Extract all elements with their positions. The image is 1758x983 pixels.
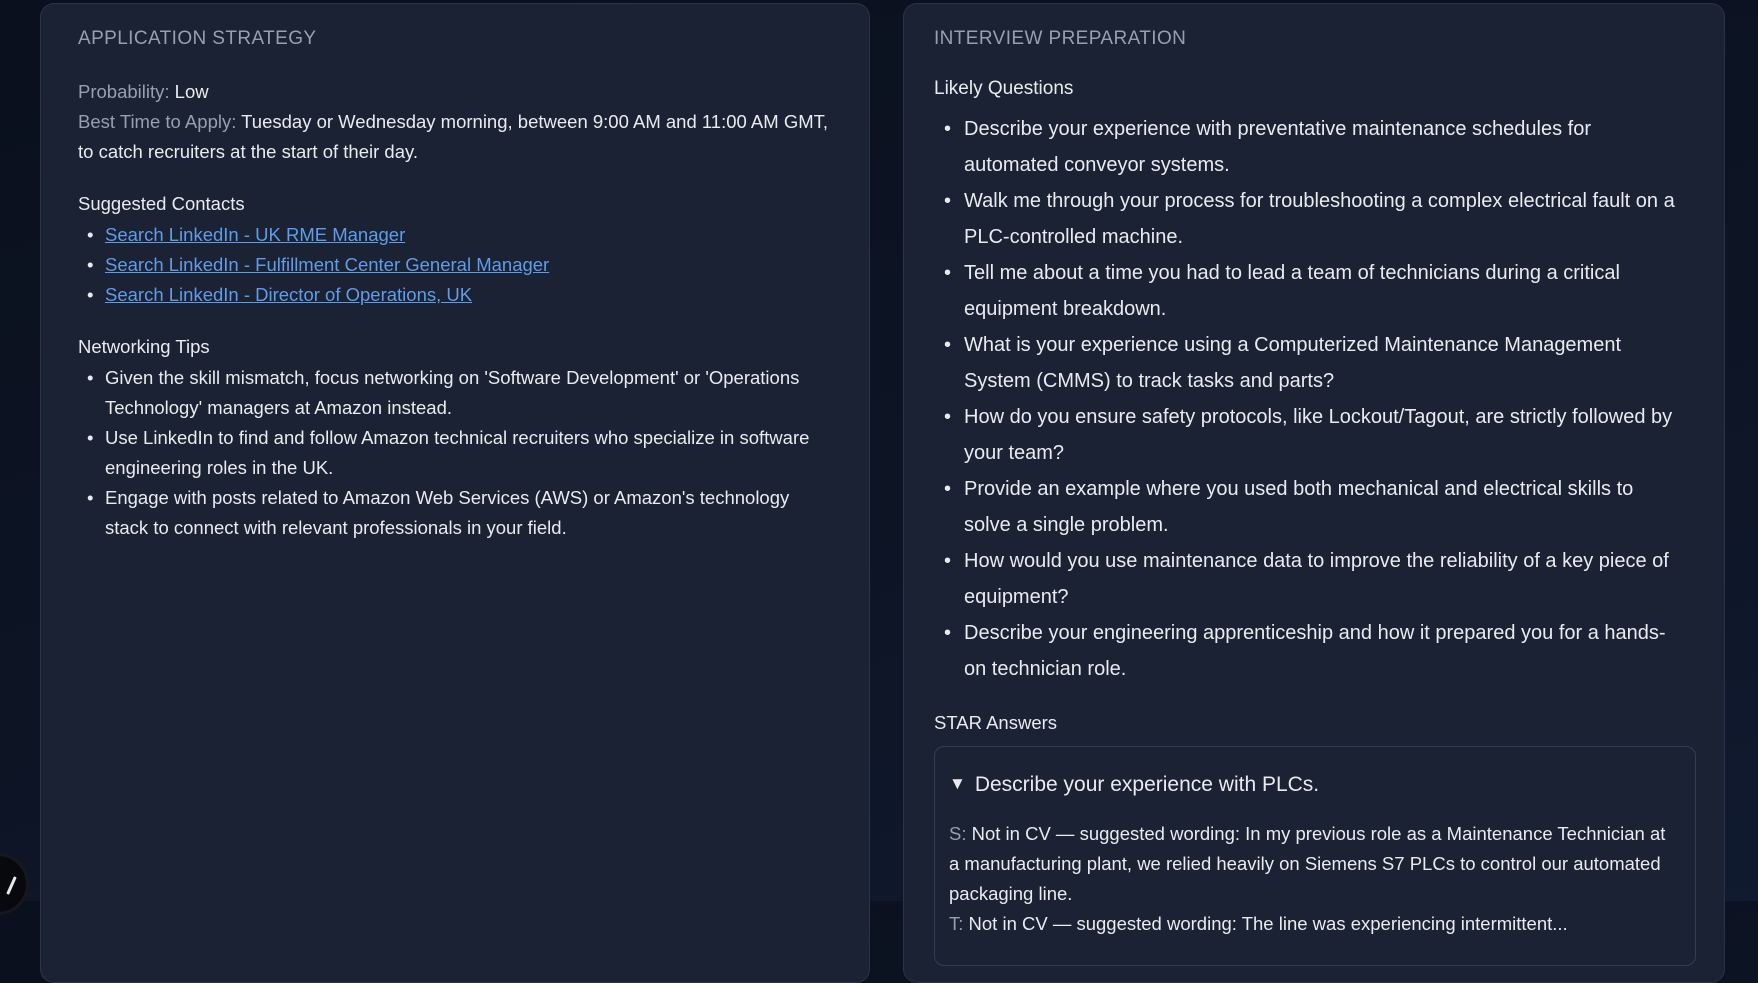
star-t-text: Not in CV — suggested wording: The line was experiencing intermittent... [968,913,1568,934]
star-t-label: T: [949,913,964,934]
star-answers-heading: STAR Answers [934,712,1058,733]
application-meta [78,77,839,167]
question-item: • What is your experience using a Computerized Maintenance Management System (CMMS) to track tasks and parts? [934,327,1679,399]
networking-tips-list [78,363,839,543]
star-answer-line-t [949,909,1679,939]
panel-title-interview-preparation: INTERVIEW PREPARATION [934,28,1187,49]
networking-tips-heading: Networking Tips [78,336,210,357]
best-time-value: Tuesday or Wednesday morning, between 9:00 AM and 11:00 AM GMT, to catch recruiters at the start of their day. [78,111,829,162]
question-item: • Describe your engineering apprenticeship and how it prepared you for a hands-on technician role. [934,615,1679,687]
star-question-text: Describe your experience with PLCs. [974,773,1320,796]
probability-row [78,77,839,107]
star-answer-line-s [949,819,1679,909]
question-item: • Tell me about a time you had to lead a team of technicians during a critical equipment breakdown. [934,255,1679,327]
question-item: • How do you ensure safety protocols, like Lockout/Tagout, are strictly followed by your team? [934,399,1679,471]
panel-title-application-strategy: APPLICATION STRATEGY [78,28,317,49]
networking-tip: • Given the skill mismatch, focus networking on 'Software Development' or 'Operations Technology' managers at Amazon instead. [78,363,820,423]
chevron-down-icon: ▼ [949,774,966,793]
question-item: • Walk me through your process for troubleshooting a complex electrical fault on a PLC-controlled machine. [934,183,1679,255]
interview-preparation-panel [903,3,1725,983]
linkedin-search-link-director-operations[interactable]: Search LinkedIn - Director of Operations, UK [105,284,473,305]
probability-label: Probability: [78,81,170,102]
suggested-contacts-list [78,220,839,310]
list-item [78,280,839,310]
star-s-text: Not in CV — suggested wording: In my previous role as a Maintenance Technician at a manufacturing plant, we relied heavily on Siemens S7 PLCs to control our automated packaging line. [949,823,1666,904]
star-s-label: S: [949,823,967,844]
application-strategy-panel [40,3,870,983]
star-answer-card [934,746,1696,966]
list-item [78,250,839,280]
star-answer-toggle[interactable] [949,773,1679,797]
corner-widget-button[interactable] [0,853,29,915]
question-item: • Provide an example where you used both mechanical and electrical skills to solve a single problem. [934,471,1679,543]
suggested-contacts-heading: Suggested Contacts [78,193,245,214]
question-item: • Describe your experience with preventative maintenance schedules for automated conveyor systems. [934,111,1679,183]
likely-questions-list [934,111,1696,687]
question-item: • How would you use maintenance data to improve the reliability of a key piece of equipment? [934,543,1679,615]
networking-tip: • Use LinkedIn to find and follow Amazon technical recruiters who specialize in software engineering roles in the UK. [78,423,820,483]
likely-questions-heading: Likely Questions [934,78,1074,99]
best-time-label: Best Time to Apply: [78,111,237,132]
best-time-row [78,107,839,167]
star-answer-body [949,819,1679,939]
networking-tip: • Engage with posts related to Amazon Web Services (AWS) or Amazon's technology stack to connect with relevant professionals in your field. [78,483,820,543]
probability-value: Low [174,81,209,102]
pointer-icon [6,876,16,895]
linkedin-search-link-rme-manager[interactable]: Search LinkedIn - UK RME Manager [105,224,406,245]
list-item [78,220,839,250]
linkedin-search-link-fc-general-manager[interactable]: Search LinkedIn - Fulfillment Center General Manager [105,254,550,275]
